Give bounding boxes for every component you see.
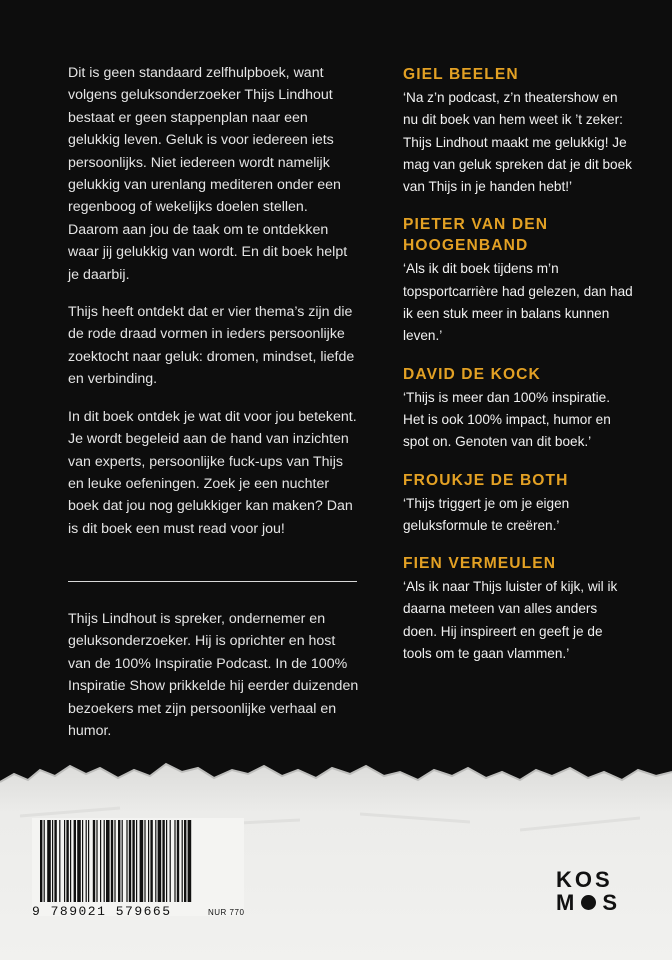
blurb-paragraph-1: Dit is geen standaard zelfhulpboek, want volgens geluksonderzoeker Thijs Lindhout bestaat er geen stappenplan naar een gelukkig leven. Geluk is voor iedereen iets persoonlijks. Niet iedereen wordt namelijk gelukkig van urenlang mediteren onder een regenboog of wekelijks doelen stellen. Daarom aan jou de taak om te ontdekken waar jij gelukkig van wordt. En dit boek helpt je daarbij. [68,65,348,283]
quote-author: PIETER VAN DEN HOOGENBAND [403,216,549,255]
section-divider [68,581,357,582]
quote-text: ‘Thijs triggert je om je eigen geluksformule te creëren.’ [403,495,570,533]
author-bio: Thijs Lindhout is spreker, ondernemer en geluksonderzoeker. Hij is oprichter en host van de 100% Inspiratie Podcast. In de 100% Inspiratie Show prikkelde hij eerder duizenden bezoekers met zijn persoonlijke verhaal en humor. [68,611,359,740]
quote-text: ‘Na z’n podcast, z’n theatershow en nu dit boek van hem weet ik ’t zeker: Thijs Lindhout maakt me gelukkig! Je mag van geluk spreken dat je dit boek van Thijs in je handen hebt!’ [403,90,632,195]
isbn-number: 9 789021 579665 [32,904,172,919]
nur-code: NUR 770 [208,908,245,917]
quote-block [403,214,633,347]
quote-block [403,64,633,198]
barcode-image [32,818,244,916]
quote-block [403,553,633,665]
quote-text: ‘Als ik dit boek tijdens m’n topsportcarrière had gelezen, dan had ik een stuk meer in balans kunnen leven.’ [403,261,633,344]
quote-author: GIEL BEELEN [403,66,519,83]
logo-top-text: KOS [556,866,613,892]
quote-text: ‘Als ik naar Thijs luister of kijk, wil ik daarna meteen van alles anders doen. Hij inspireert en geeft je de tools om te gaan vlammen.’ [403,579,618,662]
publisher-logo [556,868,628,914]
quote-text: ‘Thijs is meer dan 100% inspiratie. Het is ook 100% impact, humor en spot on. Genoten van dit boek.’ [403,389,611,450]
quote-block [403,470,633,538]
logo-bottom-left: M [556,889,578,915]
logo-bottom-right: S [602,889,621,915]
quote-author: FIEN VERMEULEN [403,555,557,573]
quote-block [403,364,633,454]
logo-dot-icon [581,895,596,910]
blurb-paragraph-3: In dit boek ontdek je wat dit voor jou betekent. Je wordt begeleid aan de hand van inzichten van experts, persoonlijke fuck-ups van Thijs en leuke oefeningen. Zoek je een nuchter boek dat jou nog gelukkiger kan maken? Dan is dit boek een must read voor jou! [68,408,357,537]
blurb-column [68,62,358,555]
blurb-paragraph-2: Thijs heeft ontdekt dat er vier thema’s zijn die de rode draad vormen in ieders persoonlijke zoektocht naar geluk: dromen, mindset, liefde en verbinding. [68,304,355,388]
quote-author: FROUKJE DE BOTH [403,471,569,489]
quote-author: DAVID DE KOCK [403,365,541,383]
quotes-column [403,64,633,681]
